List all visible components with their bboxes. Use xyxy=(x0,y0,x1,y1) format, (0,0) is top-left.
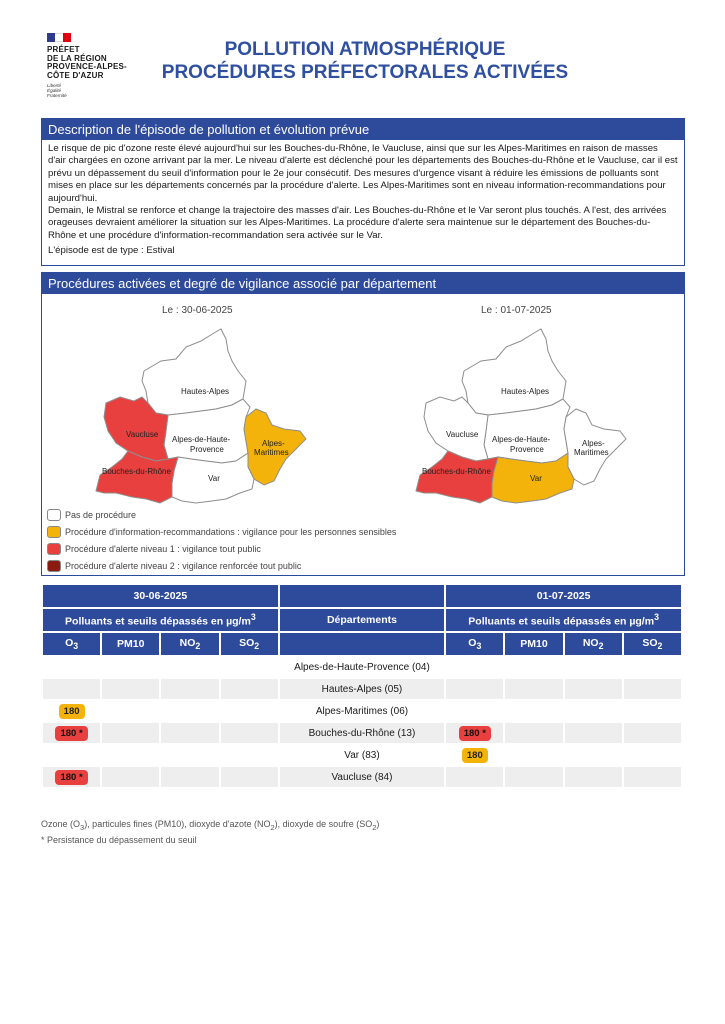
map2-label-hautes-alpes: Hautes-Alpes xyxy=(501,387,550,396)
col-label: SO xyxy=(642,636,658,649)
cell-so2-d1 xyxy=(221,657,278,677)
col-so2 xyxy=(624,633,681,655)
col-label: O xyxy=(65,636,74,649)
cell-o3-d1 xyxy=(43,745,100,765)
col-sub: 2 xyxy=(195,641,201,652)
pollutants-header-text: Polluants et seuils dépassés en µg/m xyxy=(65,615,251,628)
table-row xyxy=(43,723,681,743)
pollutants-header-sup: 3 xyxy=(250,612,256,623)
pollutants-table xyxy=(41,583,683,789)
department-name: Bouches-du-Rhône (13) xyxy=(280,723,445,743)
legend-label: Procédure d'information-recommandations : vigilance pour les personnes sensibles xyxy=(65,526,397,537)
col-blank xyxy=(280,633,445,655)
pollutants-header-sup: 3 xyxy=(654,612,659,623)
cell-o3-d2 xyxy=(446,767,503,787)
cell-no2-d1 xyxy=(161,767,218,787)
cell-so2-d1 xyxy=(221,679,278,699)
cell-so2-d1 xyxy=(221,723,278,743)
cell-pm10-d1 xyxy=(102,723,159,743)
fn-text: ), particules fines (PM10), dioxyde d'azote (NO xyxy=(84,819,271,829)
col-no2 xyxy=(161,633,218,655)
title-line-2: PROCÉDURES PRÉFECTORALES ACTIVÉES xyxy=(161,62,569,83)
cell-pm10-d2 xyxy=(505,723,562,743)
legend-swatch-info xyxy=(47,526,61,538)
cell-no2-d2 xyxy=(565,701,622,721)
french-flag-icon xyxy=(47,33,71,42)
cell-pm10-d2 xyxy=(505,701,562,721)
map1-label-vaucluse: Vaucluse xyxy=(126,430,159,439)
cell-o3-d2 xyxy=(446,657,503,677)
logo-motto xyxy=(47,83,147,98)
motto-liberte: Liberté xyxy=(47,83,62,88)
procedures-panel xyxy=(41,272,685,576)
cell-so2-d2 xyxy=(624,701,681,721)
cell-o3-d1 xyxy=(43,767,100,787)
footnotes xyxy=(41,818,379,846)
table-row xyxy=(43,679,681,699)
cell-o3-d1 xyxy=(43,701,100,721)
map-legend xyxy=(47,506,396,574)
map1-label-ahp-2: Provence xyxy=(190,445,224,454)
legend-label: Procédure d'alerte niveau 2 : vigilance renforcée tout public xyxy=(65,560,302,571)
col-o3 xyxy=(446,633,503,655)
fn-sub: 2 xyxy=(372,822,377,832)
cell-pm10-d1 xyxy=(102,745,159,765)
blank-header xyxy=(280,585,445,607)
map1-hautes-alpes xyxy=(142,329,246,415)
fn-text: Ozone (O xyxy=(41,819,81,829)
department-name: Vaucluse (84) xyxy=(280,767,445,787)
description-panel xyxy=(41,118,685,266)
o3-value-badge: 180 xyxy=(59,704,85,719)
legend-swatch-alert1 xyxy=(47,543,61,555)
department-name: Hautes-Alpes (05) xyxy=(280,679,445,699)
pollutant-legend xyxy=(41,818,379,834)
o3-value-badge: 180 * xyxy=(55,726,87,741)
cell-no2-d1 xyxy=(161,723,218,743)
description-paragraph-1: Le risque de pic d'ozone reste élevé aujourd'hui sur les Bouches-du-Rhône, le Vaucluse, ainsi que sur les Alpes-Maritimes en raison de masses d'air chargées en ozone arrivant par la mer. Le niveau d'alerte est déclenché pour les départements des Bouches-du-Rhône et le Vaucluse, car il est prévu un dépassement du seuil d'information pour le 2e jour consécutif. Des mesures d'urgence visant à réduire les émissions de polluants sont mises en place sur les départements concernés par la procédure d'alerte. Les Alpes-Maritimes sont en niveau information-recommandations pour aujourd'hui. xyxy=(48,143,678,204)
description-text xyxy=(42,140,684,242)
col-o3 xyxy=(43,633,100,655)
o3-value-badge: 180 * xyxy=(459,726,491,741)
map1-label-am-2: Maritimes xyxy=(254,448,289,457)
cell-pm10-d1 xyxy=(102,701,159,721)
logo-line: DE LA RÉGION xyxy=(47,53,107,63)
map2-label-bdr: Bouches-du-Rhône xyxy=(422,467,491,476)
col-label: NO xyxy=(582,636,599,649)
table-body xyxy=(43,657,681,787)
cell-so2-d2 xyxy=(624,767,681,787)
table-row xyxy=(43,657,681,677)
cell-no2-d2 xyxy=(565,745,622,765)
cell-no2-d1 xyxy=(161,657,218,677)
col-pm10 xyxy=(102,633,159,655)
date-header-2: 01-07-2025 xyxy=(446,585,681,607)
col-sub: 3 xyxy=(73,641,79,652)
col-label: PM10 xyxy=(520,638,548,650)
map1-label-bdr: Bouches-du-Rhône xyxy=(102,467,171,476)
map2-label-ahp-2: Provence xyxy=(510,445,544,454)
motto-fraternite: Fraternité xyxy=(47,93,67,98)
cell-no2-d2 xyxy=(565,657,622,677)
cell-so2-d2 xyxy=(624,657,681,677)
cell-so2-d2 xyxy=(624,723,681,743)
fn-sub: 2 xyxy=(270,822,275,832)
page-title xyxy=(140,38,590,84)
legend-label: Procédure d'alerte niveau 1 : vigilance tout public xyxy=(65,543,261,554)
cell-o3-d2 xyxy=(446,701,503,721)
description-paragraph-2: Demain, le Mistral se renforce et change la trajectoire des masses d'air. Les Bouches-du-Rhône et le Var seront plus touchés. A l'est, des arrivées orageuses devraient améliorer la situation sur les Alpes-Maritimes. La procédure d'alerte sera maintenue sur le département des Bouches-du-Rhône et une procédure d'information-recommandation sera activée sur le Var. xyxy=(48,205,667,241)
fn-text: ), dioxyde de soufre (SO xyxy=(274,819,373,829)
col-label: O xyxy=(468,636,477,649)
legend-swatch-alert2 xyxy=(47,560,61,572)
col-sub: 3 xyxy=(476,641,482,652)
pollutants-header-2 xyxy=(446,609,681,631)
map2-hautes-alpes xyxy=(462,329,566,415)
department-name: Var (83) xyxy=(344,749,380,761)
cell-pm10-d1 xyxy=(102,679,159,699)
col-sub: 2 xyxy=(657,641,663,652)
col-sub: 2 xyxy=(598,641,604,652)
legend-item xyxy=(47,506,396,523)
cell-pm10-d1 xyxy=(102,767,159,787)
map-date-2: Le : 01-07-2025 xyxy=(481,305,552,316)
description-heading: Description de l'épisode de pollution et évolution prévue xyxy=(42,119,684,140)
pollutants-header-text: Polluants et seuils dépassés en µg/m xyxy=(468,615,655,628)
table-row xyxy=(43,767,681,787)
cell-no2-d2 xyxy=(565,679,622,699)
procedures-heading: Procédures activées et degré de vigilance associé par département xyxy=(42,273,684,294)
col-label: PM10 xyxy=(117,638,145,650)
cell-pm10-d2 xyxy=(505,745,562,765)
cell-so2-d2 xyxy=(624,679,681,699)
logo-line: CÔTE D'AZUR xyxy=(47,70,104,80)
map1-label-hautes-alpes: Hautes-Alpes xyxy=(181,387,230,396)
cell-so2-d1 xyxy=(221,745,278,765)
departements-header: Départements xyxy=(280,609,445,631)
fn-text: ) xyxy=(376,819,380,829)
map-30-06-2025 xyxy=(86,321,316,511)
cell-pm10-d2 xyxy=(505,657,562,677)
o3-value-badge: 180 * xyxy=(55,770,87,785)
map-01-07-2025 xyxy=(406,321,636,511)
cell-pm10-d2 xyxy=(505,767,562,787)
cell-o3-d1 xyxy=(43,679,100,699)
cell-no2-d1 xyxy=(161,701,218,721)
logo-line: PRÉFET xyxy=(47,45,80,54)
cell-no2-d1 xyxy=(161,679,218,699)
table-row xyxy=(43,701,681,721)
cell-o3-d2 xyxy=(446,679,503,699)
fn-sub: 3 xyxy=(80,822,85,832)
cell-so2-d1 xyxy=(221,701,278,721)
cell-so2-d1 xyxy=(221,767,278,787)
episode-type: L'épisode est de type : Estival xyxy=(48,245,175,257)
cell-pm10-d1 xyxy=(102,657,159,677)
logo-line: PROVENCE-ALPES- xyxy=(47,62,127,71)
map2-label-var: Var xyxy=(530,474,542,483)
legend-label: Pas de procédure xyxy=(65,509,137,520)
cell-no2-d2 xyxy=(565,767,622,787)
date-header-1: 30-06-2025 xyxy=(43,585,278,607)
col-sub: 2 xyxy=(254,641,260,652)
title-line-1: POLLUTION ATMOSPHÉRIQUE xyxy=(224,39,506,60)
cell-no2-d1 xyxy=(161,745,218,765)
o3-value-badge: 180 xyxy=(462,748,488,763)
cell-o3-d2 xyxy=(446,723,503,743)
cell-o3-d1 xyxy=(43,723,100,743)
col-no2 xyxy=(565,633,622,655)
department-name: Alpes-de-Haute-Provence (04) xyxy=(294,661,430,673)
col-label: NO xyxy=(179,636,196,649)
prefecture-logo xyxy=(47,33,147,98)
cell-no2-d2 xyxy=(565,723,622,743)
department-name: Alpes-Maritimes (06) xyxy=(315,705,409,717)
col-label: SO xyxy=(239,636,255,649)
map2-label-ahp-1: Alpes-de-Haute- xyxy=(492,435,551,444)
legend-swatch-none xyxy=(47,509,61,521)
cell-so2-d2 xyxy=(624,745,681,765)
col-so2 xyxy=(221,633,278,655)
pollutants-header-1 xyxy=(43,609,278,631)
map2-label-am-2: Maritimes xyxy=(574,448,609,457)
map1-label-am-1: Alpes- xyxy=(262,439,285,448)
cell-o3-d1 xyxy=(43,657,100,677)
legend-item xyxy=(47,523,396,540)
legend-item xyxy=(47,557,396,574)
cell-pm10-d2 xyxy=(505,679,562,699)
col-pm10 xyxy=(505,633,562,655)
motto-egalite: Égalité xyxy=(47,88,62,93)
map2-label-am-1: Alpes- xyxy=(582,439,605,448)
map1-label-ahp-1: Alpes-de-Haute- xyxy=(172,435,231,444)
map2-label-vaucluse: Vaucluse xyxy=(446,430,479,439)
table-row xyxy=(43,745,681,765)
cell-o3-d2 xyxy=(446,745,503,765)
map-date-1: Le : 30-06-2025 xyxy=(162,305,233,316)
map1-label-var: Var xyxy=(208,474,220,483)
legend-item xyxy=(47,540,396,557)
persistence-note: * Persistance du dépassement du seuil xyxy=(41,834,197,845)
